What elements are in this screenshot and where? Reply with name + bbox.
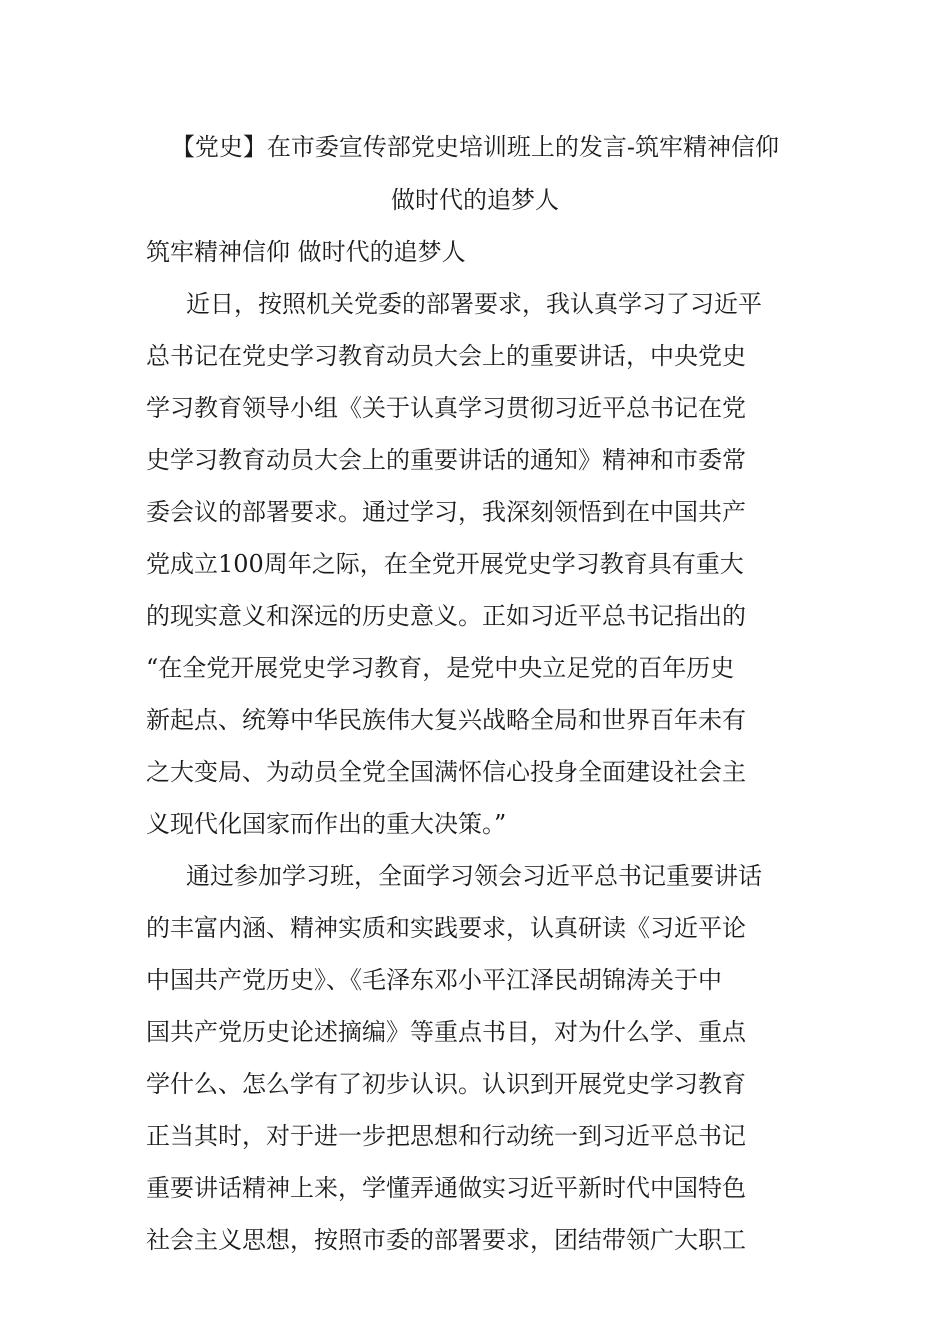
paragraph-line: 总书记在党史学习教育动员大会上的重要讲话，中央党史 (146, 342, 746, 370)
paragraph-line: 近日，按照机关党委的部署要求，我认真学习了习近平 (186, 290, 762, 318)
paragraph-line: 学习教育领导小组《关于认真学习贯彻习近平总书记在党 (146, 394, 746, 422)
paragraph-line: 之大变局、为动员全党全国满怀信心投身全面建设社会主 (146, 758, 746, 786)
paragraph-line: 党成立100周年之际，在全党开展党史学习教育具有重大 (146, 550, 744, 578)
paragraph-line: 学什么、怎么学有了初步认识。认识到开展党史学习教育 (146, 1070, 746, 1098)
paragraph-line: 的丰富内涵、精神实质和实践要求，认真研读《习近平论 (146, 914, 746, 942)
paragraph-line: 委会议的部署要求。通过学习，我深刻领悟到在中国共产 (146, 498, 746, 526)
paragraph-line: 通过参加学习班，全面学习领会习近平总书记重要讲话 (186, 862, 762, 890)
paragraph-line: 义现代化国家而作出的重大决策。” (146, 810, 507, 838)
paragraph-line: 史学习教育动员大会上的重要讲话的通知》精神和市委常 (146, 446, 746, 474)
document-title-line-2: 做时代的追梦人 (391, 186, 559, 214)
document-title-line-1: 【党史】在市委宣传部党史培训班上的发言-筑牢精神信仰 (170, 133, 780, 161)
paragraph-line: 正当其时，对于进一步把思想和行动统一到习近平总书记 (146, 1122, 746, 1150)
paragraph-line: 中国共产党历史》、《毛泽东邓小平江泽民胡锦涛关于中 (146, 966, 722, 994)
paragraph-line: 重要讲话精神上来，学懂弄通做实习近平新时代中国特色 (146, 1174, 746, 1202)
paragraph-line: 新起点、统筹中华民族伟大复兴战略全局和世界百年未有 (146, 706, 746, 734)
document-subtitle: 筑牢精神信仰 做时代的追梦人 (146, 238, 466, 266)
paragraph-line: “在全党开展党史学习教育，是党中央立足党的百年历史 (146, 654, 735, 682)
paragraph-line: 社会主义思想，按照市委的部署要求，团结带领广大职工 (146, 1226, 746, 1254)
paragraph-line: 的现实意义和深远的历史意义。正如习近平总书记指出的 (146, 602, 746, 630)
paragraph-line: 国共产党历史论述摘编》等重点书目，对为什么学、重点 (146, 1018, 746, 1046)
